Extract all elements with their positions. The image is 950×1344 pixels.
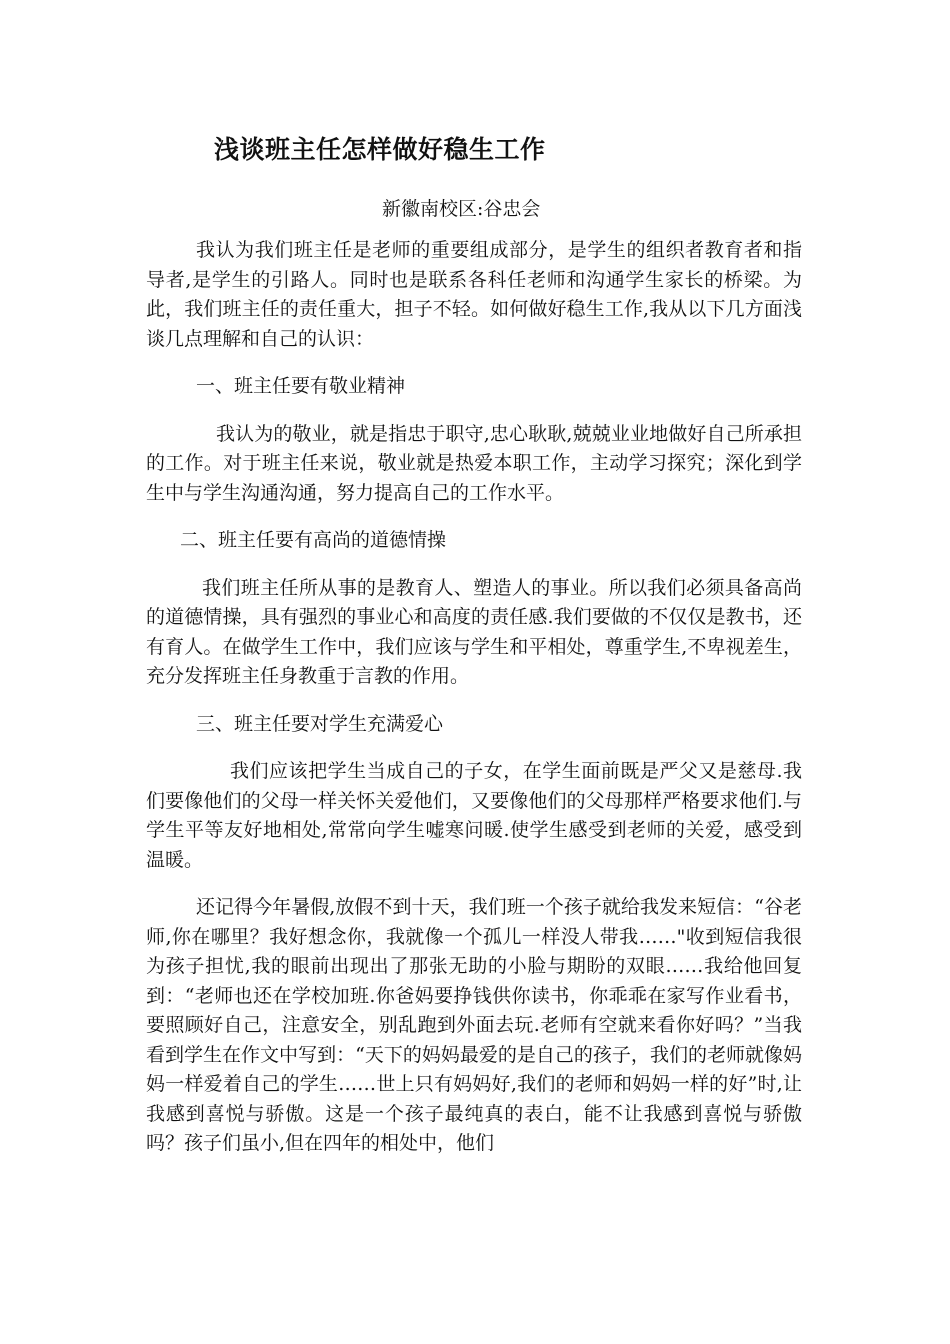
document-title: 浅谈班主任怎样做好稳生工作 [214, 135, 546, 164]
document-body [146, 236, 802, 1159]
intro-paragraph: 我认为我们班主任是老师的重要组成部分，是学生的组织者教育者和指导者,是学生的引路人。同时也是联系各科任老师和沟通学生家长的桥梁。为此，我们班主任的责任重大，担子不轻。如何做好稳生工作,我从以下几方面浅谈几点理解和自己的认识： [146, 239, 802, 350]
section-heading-2: 二、班主任要有高尚的道德情操 [180, 529, 447, 551]
section-paragraph-1: 我认为的敬业，就是指忠于职守,忠心耿耿,兢兢业业地做好自己所承担的工作。对于班主任来说，敬业就是热爱本职工作，主动学习探究；深化到学生中与学生沟通沟通，努力提高自己的工作水平。 [146, 422, 802, 504]
section-paragraph-3: 我们应该把学生当成自己的子女，在学生面前既是严父又是慈母.我们要像他们的父母一样关怀关爱他们，又要像他们的父母那样严格要求他们.与学生平等友好地相处,常常向学生嘘寒问暖.使学生感受到老师的关爱，感受到温暖。 [146, 760, 802, 871]
author-line: 新徽南校区:谷忠会 [382, 198, 541, 220]
section-heading-3: 三、班主任要对学生充满爱心 [196, 712, 444, 735]
section-paragraph-2: 我们班主任所从事的是教育人、塑造人的事业。所以我们必须具备高尚的道德情操，具有强烈的事业心和高度的责任感.我们要做的不仅仅是教书，还有育人。在做学生工作中，我们应该与学生和平相处，尊重学生,不卑视差生，充分发挥班主任身教重于言教的作用。 [146, 576, 802, 687]
section-heading-1: 一、班主任要有敬业精神 [196, 375, 406, 397]
story-paragraph: 还记得今年暑假,放假不到十天，我们班一个孩子就给我发来短信：“谷老师,你在哪里？我好想念你，我就像一个孤儿一样没人带我……"收到短信我很为孩子担忧,我的眼前出现出了那张无助的小脸与期盼的双眼……我给他回复到：“老师也还在学校加班.你爸妈要挣钱供你读书，你乖乖在家写作业看书，要照顾好自己，注意安全，别乱跑到外面去玩.老师有空就来看你好吗？”当我看到学生在作文中写到：“天下的妈妈最爱的是自己的孩子，我们的老师就像妈妈一样爱着自己的学生……世上只有妈妈好,我们的老师和妈妈一样的好”时,让我感到喜悦与骄傲。这是一个孩子最纯真的表白，能不让我感到喜悦与骄傲吗？孩子们虽小,但在四年的相处中，他们 [146, 896, 802, 1154]
